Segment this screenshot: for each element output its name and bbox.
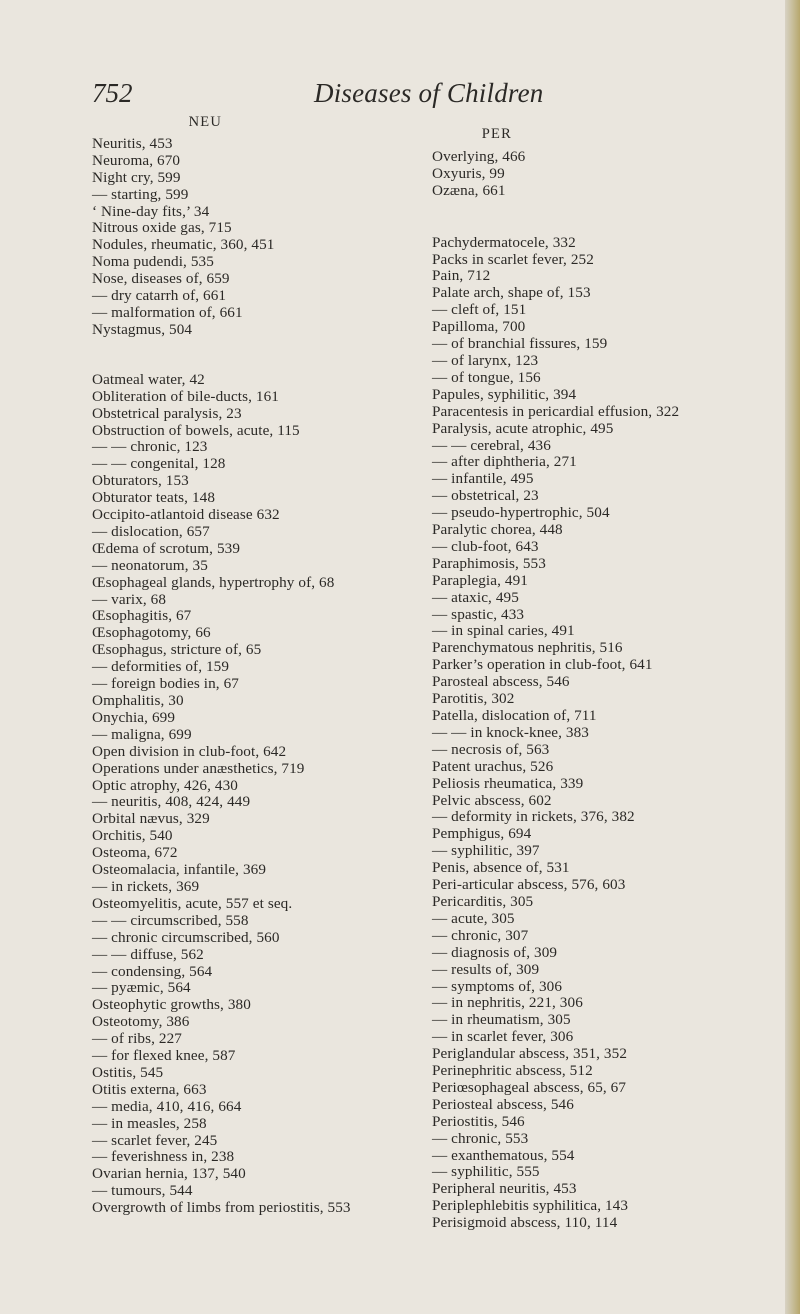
index-entry: Operations under anæsthetics, 719 xyxy=(92,759,305,777)
index-entry: — feverishness in, 238 xyxy=(92,1148,235,1166)
index-entry: Pemphigus, 694 xyxy=(432,825,532,843)
index-entry: — syphilitic, 397 xyxy=(432,842,540,860)
index-entry: — — chronic, 123 xyxy=(92,438,208,456)
running-header xyxy=(92,78,760,110)
index-entry: — foreign bodies in, 67 xyxy=(92,675,239,693)
index-entry: Parotitis, 302 xyxy=(432,690,515,708)
index-entry: Periplephlebitis syphilitica, 143 xyxy=(432,1197,629,1215)
index-entry: Ostitis, 545 xyxy=(92,1063,164,1081)
index-entry: Obstetrical paralysis, 23 xyxy=(92,404,242,422)
index-entry: Œsophageal glands, hypertrophy of, 68 xyxy=(92,573,335,591)
index-entry: Obturator teats, 148 xyxy=(92,489,216,507)
entry-list-left xyxy=(92,136,422,1217)
index-entry: — media, 410, 416, 664 xyxy=(92,1097,242,1115)
index-entry: Night cry, 599 xyxy=(92,168,181,186)
index-entry: Parenchymatous nephritis, 516 xyxy=(432,639,623,657)
index-entry: — neonatorum, 35 xyxy=(92,556,208,574)
index-entry: — of larynx, 123 xyxy=(432,351,539,369)
index-entry: Nodules, rheumatic, 360, 451 xyxy=(92,236,275,254)
page-number: 752 xyxy=(92,78,133,108)
index-entry: Pericarditis, 305 xyxy=(432,892,534,910)
index-entry: Perinephritic abscess, 512 xyxy=(432,1062,593,1080)
index-entry: — scarlet fever, 245 xyxy=(92,1131,218,1149)
index-entry: Neuroma, 670 xyxy=(92,151,181,169)
index-entry: Pain, 712 xyxy=(432,267,491,285)
index-entry: Pachydermatocele, 332 xyxy=(432,233,576,251)
index-entry: Ozæna, 661 xyxy=(432,181,506,199)
index-entry: — neuritis, 408, 424, 449 xyxy=(92,793,251,811)
guide-word-right: PER xyxy=(481,126,512,142)
index-entry: Orchitis, 540 xyxy=(92,827,173,845)
index-entry: Osteoma, 672 xyxy=(92,844,178,862)
index-entry: — of branchial fissures, 159 xyxy=(432,335,608,353)
index-entry: — spastic, 433 xyxy=(432,605,525,623)
index-entry: Œsophagotomy, 66 xyxy=(92,624,211,642)
index-entry: Obliteration of bile-ducts, 161 xyxy=(92,387,279,405)
index-entry: Osteotomy, 386 xyxy=(92,1013,190,1031)
index-entry: — in measles, 258 xyxy=(92,1114,207,1132)
index-entry: Osteomyelitis, acute, 557 et seq. xyxy=(92,894,293,912)
index-entry: — infantile, 495 xyxy=(432,470,534,488)
index-entry: — chronic, 307 xyxy=(432,926,529,944)
index-entry: — — in knock-knee, 383 xyxy=(432,723,589,741)
index-entry: Omphalitis, 30 xyxy=(92,692,184,709)
index-entry: — varix, 68 xyxy=(92,590,167,608)
index-entry: — in scarlet fever, 306 xyxy=(432,1028,574,1046)
index-entry: Open division in club-foot, 642 xyxy=(92,742,287,760)
index-entry: — after diphtheria, 271 xyxy=(432,453,577,471)
index-entry: Onychia, 699 xyxy=(92,708,176,726)
index-entry: Otitis externa, 663 xyxy=(92,1080,207,1098)
index-entry: Peripheral neuritis, 453 xyxy=(432,1180,577,1198)
group-spacer xyxy=(92,339,422,372)
index-entry: Periosteal abscess, 546 xyxy=(432,1095,574,1113)
index-entry: — malformation of, 661 xyxy=(92,303,243,321)
index-entry: Obturators, 153 xyxy=(92,472,189,490)
index-entry: Patent urachus, 526 xyxy=(432,757,554,775)
index-entry: Paralysis, acute atrophic, 495 xyxy=(432,419,614,437)
index-entry: Noma pudendi, 535 xyxy=(92,253,214,271)
index-entry: Obstruction of bowels, acute, 115 xyxy=(92,421,300,439)
index-entry: Nose, diseases of, 659 xyxy=(92,270,230,288)
index-entry: — maligna, 699 xyxy=(92,725,192,743)
index-entry: Oxyuris, 99 xyxy=(432,164,505,182)
index-entry: — — congenital, 128 xyxy=(92,455,226,473)
running-title: Diseases of Children xyxy=(314,78,544,108)
index-entry: ‘ Nine-day fits,’ 34 xyxy=(92,202,210,220)
index-entry: — exanthematous, 554 xyxy=(432,1146,575,1164)
index-entry: Parker’s operation in club-foot, 641 xyxy=(432,656,653,674)
index-entry: — cleft of, 151 xyxy=(432,301,527,319)
index-entry: Osteomalacia, infantile, 369 xyxy=(92,861,267,879)
index-entry: — deformity in rickets, 376, 382 xyxy=(432,808,635,826)
index-entry: — syphilitic, 555 xyxy=(432,1163,540,1181)
index-entry: Palate arch, shape of, 153 xyxy=(432,284,591,302)
index-entry: Periœsophageal abscess, 65, 67 xyxy=(432,1078,627,1096)
index-entry: — of ribs, 227 xyxy=(92,1030,182,1048)
index-entry: Overlying, 466 xyxy=(432,147,526,165)
index-entry: Papilloma, 700 xyxy=(432,318,526,336)
index-entry: Nystagmus, 504 xyxy=(92,320,193,338)
entry-list-right xyxy=(432,149,787,1232)
index-entry: Paracentesis in pericardial effusion, 322 xyxy=(432,402,680,420)
index-entry: — diagnosis of, 309 xyxy=(432,943,558,961)
guide-word-left: NEU xyxy=(188,114,222,130)
index-entry: — in nephritis, 221, 306 xyxy=(432,994,583,1012)
index-column-left xyxy=(92,114,422,1217)
index-entry: Overgrowth of limbs from periostitis, 553 xyxy=(92,1199,351,1217)
index-entry: — acute, 305 xyxy=(432,909,515,927)
index-entry: — — circumscribed, 558 xyxy=(92,911,249,929)
index-entry: Osteophytic growths, 380 xyxy=(92,996,251,1014)
index-entry: Penis, absence of, 531 xyxy=(432,859,570,877)
index-entry: — chronic circumscribed, 560 xyxy=(92,928,280,946)
index-entry: — obstetrical, 23 xyxy=(432,487,539,505)
index-entry: — in spinal caries, 491 xyxy=(432,622,575,640)
index-entry: Oatmeal water, 42 xyxy=(92,370,205,388)
index-entry: Neuritis, 453 xyxy=(92,134,173,152)
index-entry: — necrosis of, 563 xyxy=(432,740,550,758)
index-entry: — — cerebral, 436 xyxy=(432,436,551,454)
index-entry: Optic atrophy, 426, 430 xyxy=(92,776,238,794)
index-entry: — for flexed knee, 587 xyxy=(92,1047,236,1065)
index-entry: Papules, syphilitic, 394 xyxy=(432,385,577,403)
index-entry: — results of, 309 xyxy=(432,960,540,978)
index-entry: — pseudo-hypertrophic, 504 xyxy=(432,504,610,522)
index-entry: — deformities of, 159 xyxy=(92,658,230,676)
index-entry: Periostitis, 546 xyxy=(432,1112,525,1130)
index-entry: — pyæmic, 564 xyxy=(92,979,191,997)
index-entry: Orbital nævus, 329 xyxy=(92,810,210,828)
index-entry: Packs in scarlet fever, 252 xyxy=(432,250,594,268)
index-entry: — symptoms of, 306 xyxy=(432,977,563,995)
index-entry: — dislocation, 657 xyxy=(92,522,210,540)
index-entry: Œsophagus, stricture of, 65 xyxy=(92,641,262,659)
index-entry: — in rheumatism, 305 xyxy=(432,1011,571,1029)
index-entry: Occipito-atlantoid disease 632 xyxy=(92,506,280,524)
index-entry: Œsophagitis, 67 xyxy=(92,607,192,625)
index-entry: — dry catarrh of, 661 xyxy=(92,287,227,305)
index-entry: Peliosis rheumatica, 339 xyxy=(432,774,584,792)
index-entry: — ataxic, 495 xyxy=(432,588,519,606)
index-entry: Œdema of scrotum, 539 xyxy=(92,539,241,557)
index-entry: Patella, dislocation of, 711 xyxy=(432,707,597,724)
group-spacer xyxy=(432,200,787,235)
index-entry: — starting, 599 xyxy=(92,185,189,203)
index-entry: — club-foot, 643 xyxy=(432,537,539,555)
index-entry: Paraplegia, 491 xyxy=(432,571,528,589)
index-entry: Ovarian hernia, 137, 540 xyxy=(92,1165,246,1183)
index-entry: Paraphimosis, 553 xyxy=(432,554,546,572)
index-entry: — — diffuse, 562 xyxy=(92,945,204,963)
index-entry: Parosteal abscess, 546 xyxy=(432,673,570,691)
index-entry: Periglandular abscess, 351, 352 xyxy=(432,1045,628,1063)
index-entry: — chronic, 553 xyxy=(432,1129,529,1147)
index-entry: Paralytic chorea, 448 xyxy=(432,521,563,539)
index-entry: Pelvic abscess, 602 xyxy=(432,791,552,809)
index-entry: — in rickets, 369 xyxy=(92,877,200,895)
index-entry: — of tongue, 156 xyxy=(432,368,541,386)
page-edge xyxy=(785,0,800,1314)
index-entry: Perisigmoid abscess, 110, 114 xyxy=(432,1214,618,1232)
index-column-right xyxy=(432,126,787,1232)
index-entry: — tumours, 544 xyxy=(92,1182,193,1200)
index-entry: — condensing, 564 xyxy=(92,962,213,980)
index-entry: Peri-articular abscess, 576, 603 xyxy=(432,876,626,894)
index-entry: Nitrous oxide gas, 715 xyxy=(92,219,232,237)
